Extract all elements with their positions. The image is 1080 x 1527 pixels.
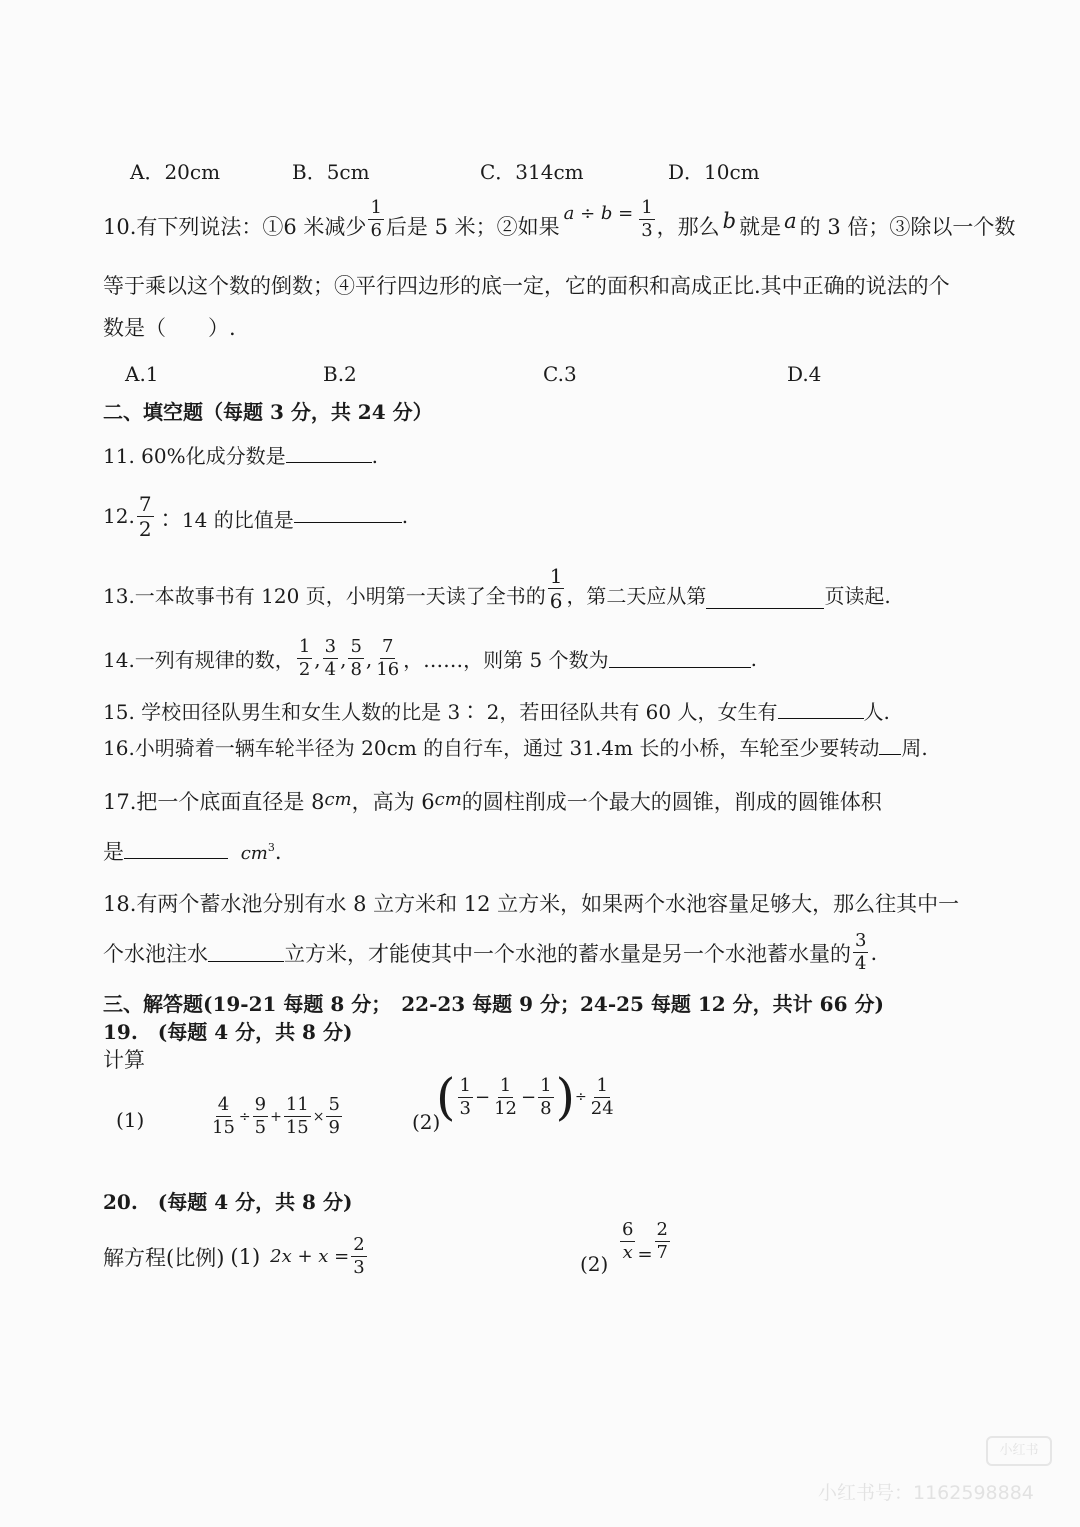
q20-label: 解方程(比例) (103, 1245, 225, 1270)
watermark-id: 小红书号：1162598884 (818, 1482, 1034, 1504)
q17-text-d: 是 (103, 840, 124, 864)
q19-e2-frac-3: $\frac{1}{8}$ (540, 1074, 552, 1119)
q19-e2-frac-2: $\frac{1}{12}$ (494, 1074, 517, 1119)
q10-text-c1: ，那么 (656, 215, 720, 239)
q18-line1: 18.有两个蓄水池分别有水 8 立方米和 12 立方米，如果两个水池容量足够大，那么往其中一 (103, 892, 960, 916)
q17-unit-3: cm (240, 843, 268, 864)
q10-text-c2: 就是 (739, 215, 782, 239)
q17-line1 (103, 786, 882, 816)
q20-part1 (103, 1236, 369, 1277)
q19-label: 计算 (103, 1048, 145, 1072)
q17-unit-1: cm (324, 789, 352, 810)
q9-option-d: D．10cm (668, 160, 760, 184)
q20-equation-1: 2x + x = (270, 1246, 350, 1267)
q17-text-c: 的圆柱削成一个最大的圆锥，削成的圆锥体积 (461, 790, 882, 814)
q20-e1-fraction: $\frac{2}{3}$ (353, 1234, 365, 1278)
q19-e2-left-paren: ( (436, 1068, 456, 1126)
q11-answer-blank (286, 444, 372, 463)
q10-var-b: b (722, 209, 737, 233)
q18-text-a: 个水池注水 (103, 941, 208, 966)
q20-e2-frac-right: $\frac{2}{7}$ (656, 1219, 668, 1263)
q19-e2-frac-4: $\frac{1}{24}$ (590, 1074, 614, 1119)
q13-text-a: 13.一本故事书有 120 页，小明第一天读了全书的 (103, 584, 546, 608)
section-2-title: 二、填空题（每题 3 分，共 24 分） (103, 400, 433, 424)
q13 (103, 566, 891, 611)
q10-text-b: 后是 5 米；②如果 (385, 215, 560, 239)
q19-expression-2: ( $\frac{1}{3}$ − $\frac{1}{12}$ − $\frac{1}{8}$ ) ÷ $\frac{1}{24}$ (436, 1068, 614, 1126)
q10-line3: 数是（ ）. (103, 316, 236, 340)
q19-e1-frac-3: $\frac{11}{15}$ (285, 1094, 309, 1138)
q10-option-b: B.2 (323, 362, 357, 386)
q9-option-a: A．20cm (130, 160, 221, 184)
q20-header: 20. (每题 4 分，共 8 分) (103, 1190, 353, 1214)
q19-e1-frac-2: $\frac{9}{5}$ (254, 1094, 267, 1138)
q13-answer-blank (706, 590, 824, 609)
q10-fraction-1: $\frac{1}{6}$ (370, 196, 382, 241)
q14-fraction-4: $\frac{7}{16}$ (376, 636, 400, 680)
q19-e1-frac-4: $\frac{5}{9}$ (328, 1094, 340, 1138)
xiaohongshu-logo: 小红书 (986, 1436, 1052, 1466)
q19-expression-1: $\frac{4}{15}$ ÷ $\frac{9}{5}$ + $\frac{11}{15}$ × $\frac{5}{9}$ (212, 1094, 340, 1138)
q16-answer-blank (879, 736, 901, 755)
q10-var-a: a (784, 209, 797, 233)
q19-part1-label: (1) (116, 1108, 145, 1132)
q20-e2-frac-left: $\frac{6}{x}$ (622, 1219, 634, 1263)
q14-fraction-1: $\frac{1}{2}$ (298, 636, 311, 680)
q10-option-a: A.1 (125, 362, 159, 386)
q17-text-b: ，高为 6 (351, 790, 435, 814)
section-3-title: 三、解答题(19-21 每题 8 分； 22-23 每题 9 分；24-25 每题 12 分，共计 66 分) (103, 992, 884, 1016)
q20-equation-2: $\frac{6}{x}$ = $\frac{2}{7}$ (622, 1219, 668, 1265)
q11: 11. 60%化成分数是 . (103, 444, 378, 468)
q10-condition: a ÷ b = (563, 202, 634, 224)
q14-text-b: ，……，则第 5 个数为 (403, 648, 609, 672)
q14-answer-blank (609, 649, 751, 668)
q19-header: 19. (每题 4 分，共 8 分) (103, 1020, 353, 1044)
q16-text: 16.小明骑着一辆车轮半径为 20cm 的自行车，通过 31.4m 长的小桥，车轮至少要转动 (103, 736, 880, 760)
q10-text-a: 10.有下列说法：①6 米减少 (103, 215, 367, 239)
q15: 15. 学校田径队男生和女生人数的比是 3∶ 2，若田径队共有 60 人，女生有 人. (103, 700, 890, 724)
q10-option-c: C.3 (543, 362, 577, 386)
q10-line1 (103, 196, 1015, 256)
q19-e2-right-paren: ) (555, 1068, 576, 1126)
q18-answer-blank (208, 943, 284, 962)
q15-text: 15. 学校田径队男生和女生人数的比是 3∶ 2，若田径队共有 60 人，女生有 (103, 700, 778, 724)
q14-text-a: 14.一列有规律的数， (103, 648, 295, 672)
q12-text: ∶ 14 的比值是 (155, 508, 294, 532)
q15-answer-blank (778, 700, 864, 719)
q13-text-c: 页读起. (824, 584, 891, 608)
q13-fraction: $\frac{1}{6}$ (549, 564, 563, 613)
q13-text-b: ，第二天应从第 (566, 584, 707, 608)
q17-line2: 是 $cm^3$. (103, 840, 282, 864)
q14-fraction-3: $\frac{5}{8}$ (350, 636, 362, 680)
q10-text-c3: 的 3 倍；③除以一个数 (799, 215, 1016, 239)
q18-fraction: $\frac{3}{4}$ (855, 930, 867, 974)
q19-e1-frac-1: $\frac{4}{15}$ (212, 1094, 235, 1138)
q14: 14.一列有规律的数， $\frac{1}{2}$ , $\frac{3}{4}$ , $\frac{5}{8}$ , $\frac{7}{16}$ ，……，则第 5 个数为 . (103, 636, 757, 680)
q12-fraction: $\frac{7}{2}$ (138, 492, 152, 541)
q20-part1-label: (1) (230, 1244, 261, 1269)
q9-option-b: B．5cm (292, 160, 370, 184)
q12: 12. $\frac{7}{2}$ ∶ 14 的比值是 . (103, 492, 409, 541)
q17-unit-2: cm (434, 789, 462, 810)
q19-e2-frac-1: $\frac{1}{3}$ (459, 1074, 471, 1119)
q19-part2-label: (2) (412, 1110, 441, 1134)
q17-answer-blank (124, 840, 228, 859)
q16: 16.小明骑着一辆车轮半径为 20cm 的自行车，通过 31.4m 长的小桥，车轮至少要转动 周. (103, 736, 928, 760)
q18-text-b: 立方米，才能使其中一个水池的蓄水量是另一个水池蓄水量的 (284, 941, 851, 966)
q10-fraction-2: $\frac{1}{3}$ (641, 196, 653, 241)
q10-option-d: D.4 (787, 362, 822, 386)
q10-line2: 等于乘以这个数的倒数；④平行四边形的底一定，它的面积和高成正比.其中正确的说法的个 (103, 274, 950, 298)
q20-part2-label: (2) (580, 1252, 609, 1276)
q12-answer-blank (294, 504, 402, 523)
q18-line2: 个水池注水 立方米，才能使其中一个水池的蓄水量是另一个水池蓄水量的 $\frac{3}{4}$ . (103, 930, 878, 974)
q17-text-a: 17.把一个底面直径是 8 (103, 790, 325, 814)
q11-text: 11. 60%化成分数是 (103, 444, 286, 468)
q12-number: 12. (103, 504, 135, 528)
q14-fraction-2: $\frac{3}{4}$ (324, 636, 337, 680)
q9-option-c: C．314cm (480, 160, 584, 184)
